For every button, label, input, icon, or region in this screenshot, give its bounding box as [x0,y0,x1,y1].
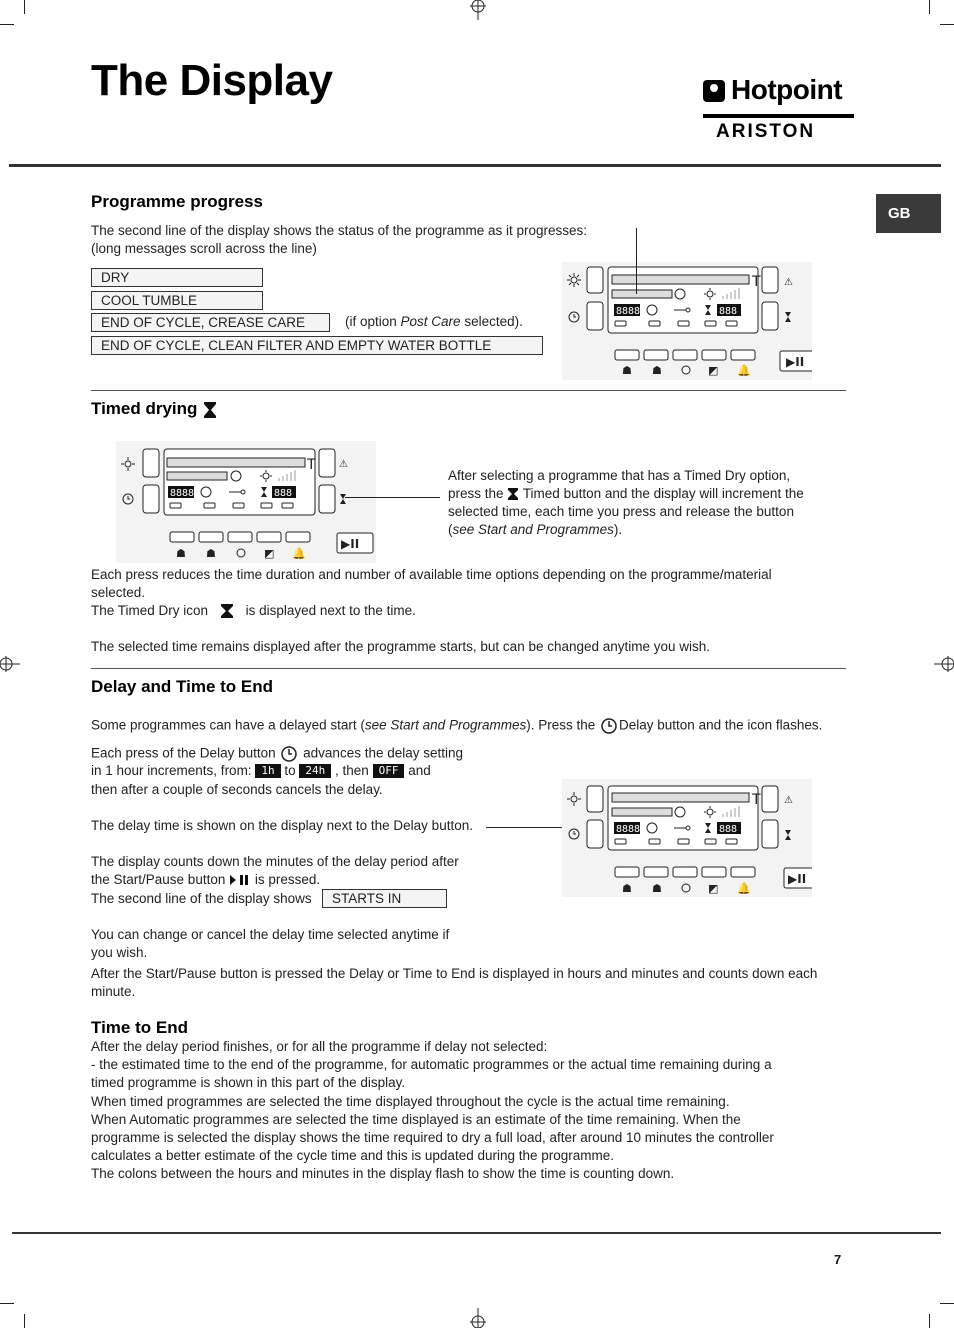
svg-text:8888: 8888 [616,306,641,317]
hotpoint-logo-icon [703,80,725,102]
tte-line: When Automatic programmes are selected the time displayed is an estimate of the time remaining. When the [91,1111,741,1127]
timed-body-text: The Timed Dry icon is displayed next to the time. [91,603,416,618]
lcd-off: OFF [373,764,405,778]
delay-text: you wish. [91,945,148,960]
svg-text:888: 888 [274,488,293,499]
delay-text: You can change or cancel the delay time selected anytime if [91,927,450,942]
delay-text: The second line of the display shows [91,891,312,906]
registration-mark [467,0,489,20]
delay-text: Each press of the Delay button advances the delay setting [91,744,463,764]
timed-body-text: Each press reduces the time duration and number of available time options depending on the programme/material [91,567,772,582]
delay-clock-icon [279,744,299,764]
svg-text:T: T [307,457,316,473]
page-number: 7 [834,1252,842,1267]
crop-mark [929,0,930,14]
svg-text:☗: ☗ [652,364,662,377]
section-rule [91,390,846,391]
registration-mark [934,653,954,675]
lcd-24h: 24h [299,764,331,778]
svg-text:☗: ☗ [206,547,216,560]
registration-mark [467,1308,489,1328]
tte-line: - the estimated time to the end of the programme, for automatic programmes or the actual time remaining during a [91,1057,772,1073]
crop-mark [24,1314,25,1328]
hourglass-icon [507,487,519,501]
svg-text:⚠: ⚠ [339,459,348,470]
svg-text:8888: 8888 [170,488,195,499]
tte-body [91,1038,774,1184]
section-rule [91,668,846,669]
timed-side-text: selected time, each time you press and release the button [448,504,794,519]
status-message-box: DRY [91,268,263,287]
progress-text-line: The second line of the display shows the status of the programme as it progresses: [91,223,588,238]
svg-text:▶II: ▶II [341,537,360,551]
svg-text:T: T [752,792,761,808]
lcd-1h: 1h [255,764,280,778]
starts-in-box: STARTS IN [322,889,447,908]
header-rule [9,164,941,167]
timed-side-text: (see Start and Programmes). [448,522,623,537]
svg-text:☗: ☗ [176,547,186,560]
status-message-box: END OF CYCLE, CLEAN FILTER AND EMPTY WATER BOTTLE [91,336,543,355]
logo-divider [703,114,854,118]
svg-text:888: 888 [719,306,738,317]
start-pause-icon [229,873,251,887]
progress-text-line: (long messages scroll across the line) [91,241,317,256]
delay-text: in 1 hour increments, from: 1h to 24h , then OFF and [91,763,431,778]
status-message-box: COOL TUMBLE [91,291,263,310]
callout-line [636,228,637,294]
timed-body-text: selected. [91,585,146,600]
crop-mark [0,24,14,25]
delay-text: The display counts down the minutes of the delay period after [91,854,459,869]
svg-text:⚠: ⚠ [784,277,793,288]
svg-text:☗: ☗ [622,882,632,895]
tte-line: calculates a better estimate of the cycle time and this is updated during the programme. [91,1148,615,1164]
tte-line: timed programme is shown in this part of the display. [91,1075,406,1091]
section-heading-progress: Programme progress [91,192,263,211]
svg-text:☗: ☗ [622,364,632,377]
svg-text:▶II: ▶II [786,355,805,369]
timed-body-text: The selected time remains displayed after the programme starts, but can be changed anytime you wish. [91,639,711,654]
sensor-icon [675,289,685,299]
section-heading-delay: Delay and Time to End [91,677,274,696]
page-title: The Display [91,56,333,105]
control-panel-diagram [116,441,376,563]
delay-text: After the Start/Pause button is pressed the Delay or Time to End is displayed in hours and minutes and counts down each [91,966,818,981]
svg-text:T: T [752,274,761,290]
registration-mark [0,653,20,675]
callout-line [486,827,568,828]
svg-text:🔔: 🔔 [737,364,751,377]
control-panel-diagram [562,262,812,380]
delay-intro: Some programmes can have a delayed start (see Start and Programmes). Press the Delay button and the icon flashes. [91,716,822,736]
crop-mark [940,1303,954,1304]
svg-text:▶II: ▶II [788,872,807,886]
status-message-box: END OF CYCLE, CREASE CARE [91,313,330,332]
control-panel-diagram [562,779,812,897]
tte-line: The colons between the hours and minutes in the display flash to show the time is counting down. [91,1166,675,1182]
timed-side-text: After selecting a programme that has a Timed Dry option, [448,468,791,483]
timed-side-text: press the Timed button and the display will increment the [448,486,804,501]
delay-text: the Start/Pause button is pressed. [91,872,321,887]
hourglass-icon [202,401,218,419]
post-care-note: (if option Post Care selected). [345,314,523,329]
delay-clock-icon [599,716,619,736]
tte-line: After the delay period finishes, or for all the programme if delay not selected: [91,1039,548,1054]
footer-rule [12,1232,941,1234]
svg-text:🔔: 🔔 [292,547,306,560]
delay-text: minute. [91,984,136,999]
svg-text:8888: 8888 [616,824,641,835]
crop-mark [940,24,954,25]
language-tab: GB [876,194,941,233]
section-heading-timed: Timed drying [91,399,218,419]
section-heading-tte: Time to End [91,1018,188,1037]
logo-brand-text: Hotpoint [731,74,843,105]
svg-text:☗: ☗ [652,882,662,895]
logo-sub-text: ARISTON [716,121,816,142]
svg-text:◩: ◩ [708,364,719,377]
svg-text:888: 888 [719,824,738,835]
crop-mark [929,1314,930,1328]
delay-text: The delay time is shown on the display next to the Delay button. [91,818,473,833]
hourglass-icon [220,603,234,619]
tte-line: programme is selected the display shows the time required to dry a full load, after around 10 minutes the controller [91,1130,774,1146]
svg-text:🔔: 🔔 [737,882,751,895]
crop-mark [0,1303,14,1304]
tte-line: When timed programmes are selected the time displayed throughout the cycle is the actual time remaining. [91,1093,730,1109]
svg-text:◩: ◩ [264,547,275,560]
crop-mark [24,0,25,14]
svg-text:⚠: ⚠ [784,795,793,806]
callout-line [345,497,440,498]
delay-text: then after a couple of seconds cancels the delay. [91,782,383,797]
svg-text:◩: ◩ [708,882,719,895]
